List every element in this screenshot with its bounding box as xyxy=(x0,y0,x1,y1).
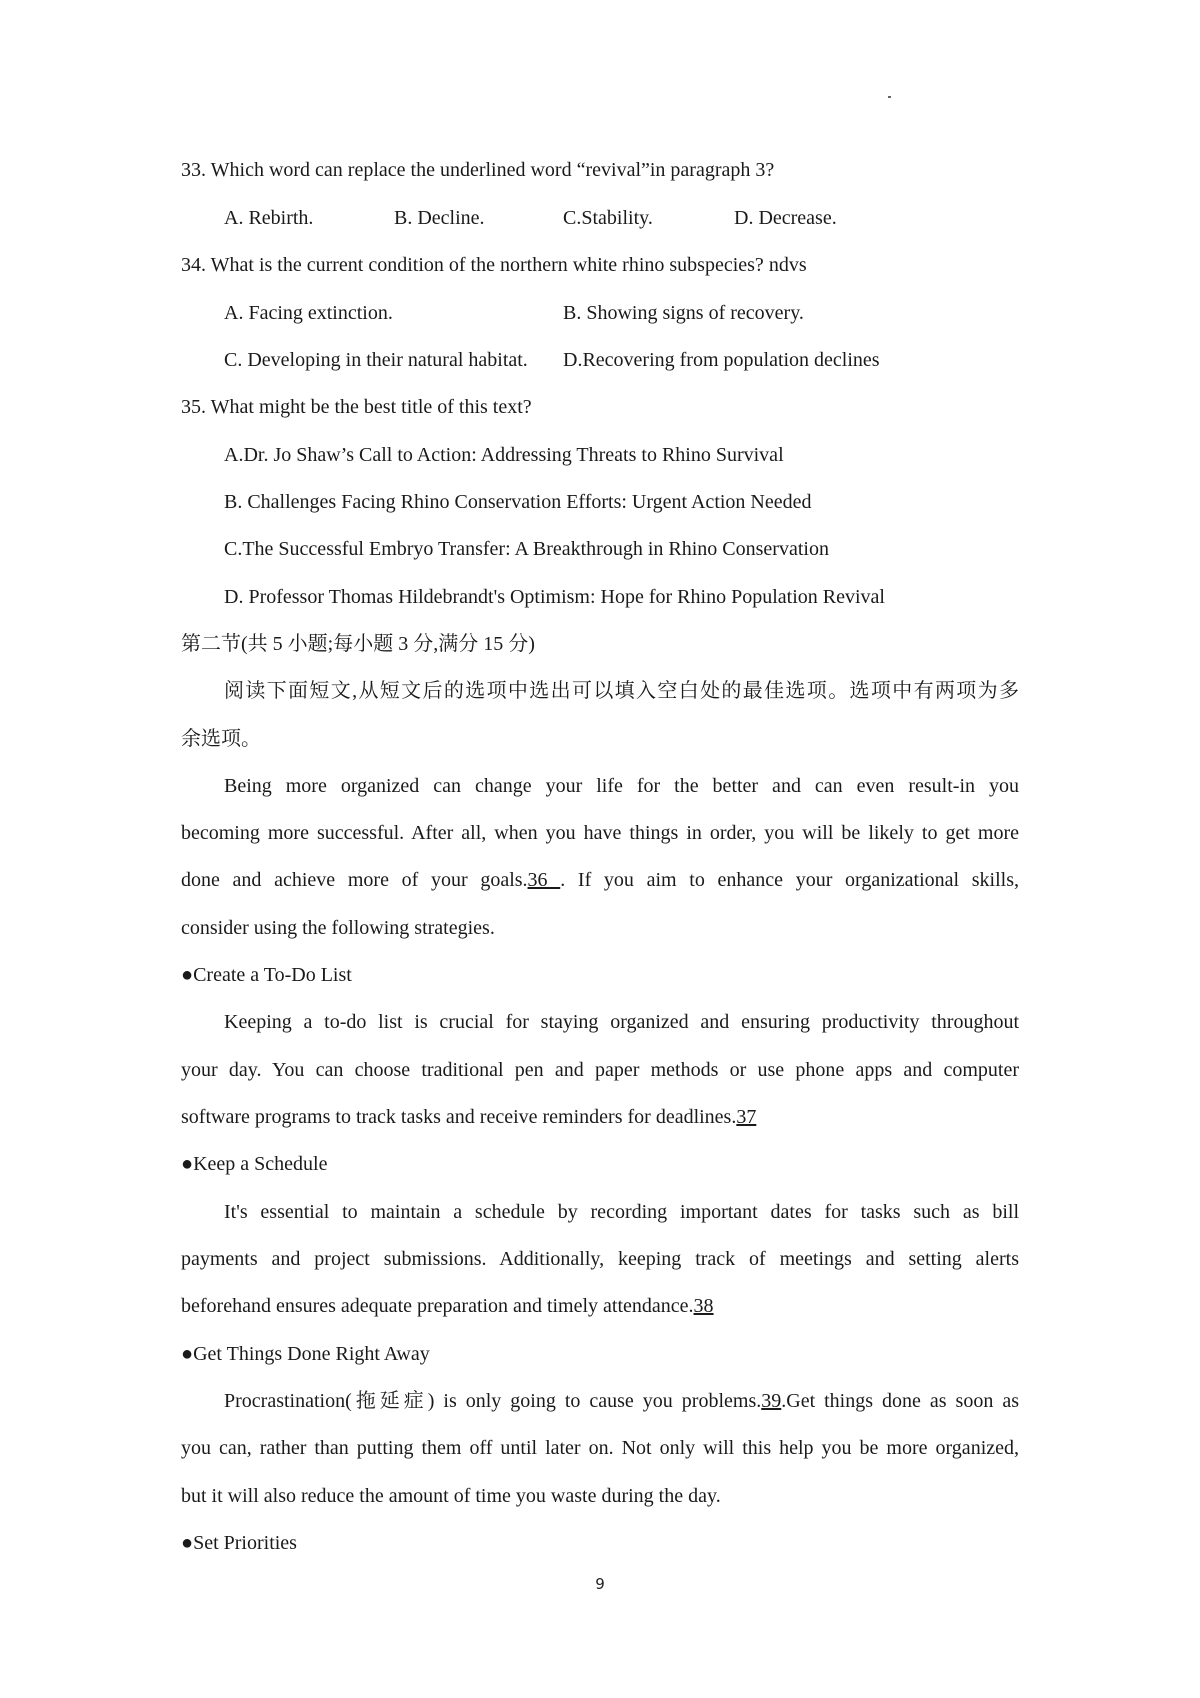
passage-p4-line2: you can, rather than putting them off until later on. Not only will this help you be more organized, xyxy=(181,1437,1019,1459)
passage-p1-line1: Being more organized can change your life for the better and can even result-in you xyxy=(224,775,1019,797)
passage-p3-line3-text: beforehand ensures adequate preparation and timely attendance. xyxy=(181,1295,694,1317)
blank-38: 38 xyxy=(693,1295,714,1317)
question-35-stem: 35. What might be the best title of this text? xyxy=(181,396,532,418)
passage-p2-line1: Keeping a to-do list is crucial for staying organized and ensuring productivity throughout xyxy=(224,1011,1019,1033)
passage-p2-line3-text: software programs to track tasks and receive reminders for deadlines. xyxy=(181,1106,737,1128)
question-33-stem: 33. Which word can replace the underlined word “revival”in paragraph 3? xyxy=(181,159,775,181)
passage-p3-line1: It's essential to maintain a schedule by recording important dates for tasks such as bill xyxy=(224,1201,1019,1223)
subheading-todo-list: ●Create a To-Do List xyxy=(181,964,352,986)
section-instruction-line2: 余选项。 xyxy=(181,728,261,750)
passage-p2-line3 xyxy=(181,1103,756,1131)
passage-p1-line3 xyxy=(181,866,1019,894)
q33-option-d: D. Decrease. xyxy=(734,207,837,229)
passage-p4-line3: but it will also reduce the amount of time you waste during the day. xyxy=(181,1485,721,1507)
passage-p1-line3-end: . If you aim to enhance your organizational skills, xyxy=(560,869,1019,891)
q35-option-a: A.Dr. Jo Shaw’s Call to Action: Addressing Threats to Rhino Survival xyxy=(224,444,784,466)
q34-option-d: D.Recovering from population declines xyxy=(563,349,880,371)
subheading-set-priorities: ●Set Priorities xyxy=(181,1532,297,1554)
subheading-schedule: ●Keep a Schedule xyxy=(181,1153,328,1175)
section-instruction-line1: 阅读下面短文,从短文后的选项中选出可以填入空白处的最佳选项。选项中有两项为多 xyxy=(224,680,1019,702)
section-heading: 第二节(共 5 小题;每小题 3 分,满分 15 分) xyxy=(181,633,535,655)
q34-option-a: A. Facing extinction. xyxy=(224,302,393,324)
passage-p4-line1 xyxy=(224,1387,1019,1415)
q33-option-c: C.Stability. xyxy=(563,207,653,229)
q35-option-c: C.The Successful Embryo Transfer: A Breakthrough in Rhino Conservation xyxy=(224,538,829,560)
q33-option-b: B. Decline. xyxy=(394,207,485,229)
page-number: 9 xyxy=(595,1575,605,1593)
q35-option-b: B. Challenges Facing Rhino Conservation Efforts: Urgent Action Needed xyxy=(224,491,812,513)
passage-p1-line3-start: done and achieve more of your goals. xyxy=(181,869,528,891)
passage-p1-line4: consider using the following strategies. xyxy=(181,917,495,939)
blank-39: 39 xyxy=(761,1390,782,1412)
q35-option-d: D. Professor Thomas Hildebrandt's Optimism: Hope for Rhino Population Revival xyxy=(224,586,885,608)
q33-option-a: A. Rebirth. xyxy=(224,207,314,229)
passage-p3-line3 xyxy=(181,1292,714,1320)
passage-p4-line1-start: Procrastination(拖延症) is only going to cause you problems. xyxy=(224,1390,762,1412)
q34-option-b: B. Showing signs of recovery. xyxy=(563,302,804,324)
scan-mark xyxy=(888,96,891,98)
passage-p4-line1-end: .Get things done as soon as xyxy=(781,1390,1019,1412)
blank-37: 37 xyxy=(736,1106,757,1128)
subheading-get-things-done: ●Get Things Done Right Away xyxy=(181,1343,430,1365)
passage-p3-line2: payments and project submissions. Additionally, keeping track of meetings and setting alerts xyxy=(181,1248,1019,1270)
question-34-stem: 34. What is the current condition of the northern white rhino subspecies? ndvs xyxy=(181,254,807,276)
passage-p1-line2: becoming more successful. After all, when you have things in order, you will be likely to get more xyxy=(181,822,1019,844)
q34-option-c: C. Developing in their natural habitat. xyxy=(224,349,528,371)
passage-p2-line2: your day. You can choose traditional pen and paper methods or use phone apps and computer xyxy=(181,1059,1019,1081)
blank-36: 36 xyxy=(527,869,561,891)
